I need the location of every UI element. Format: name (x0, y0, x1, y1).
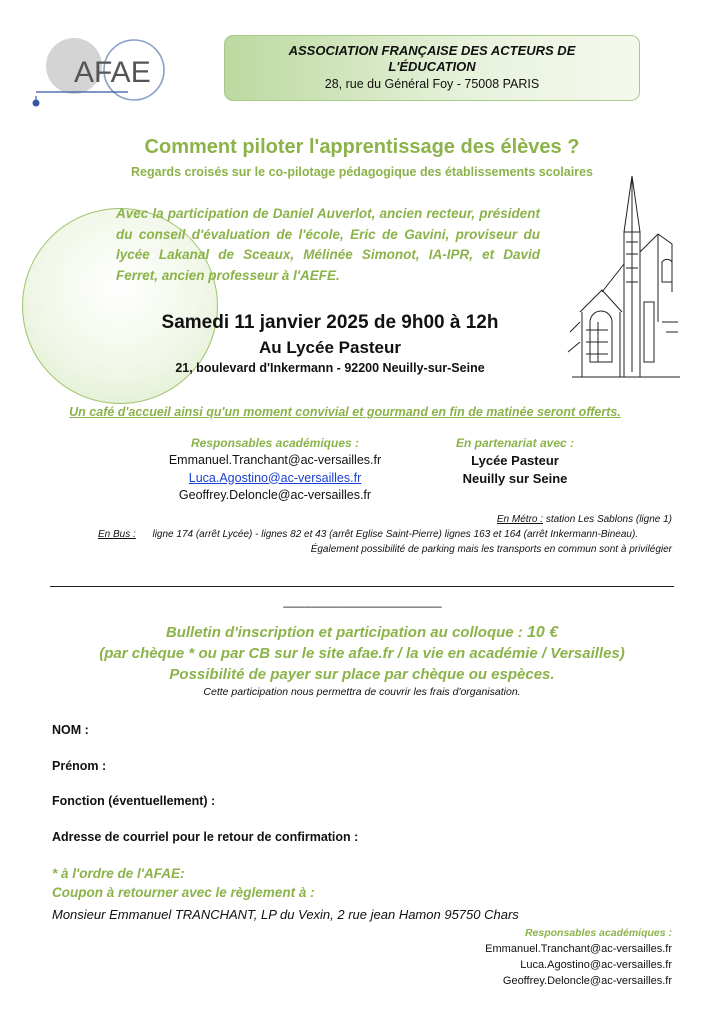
event-venue: Au Lycée Pasteur (258, 338, 402, 357)
onsite-payment-line: Possibilité de payer sur place par chèque ou espèces. (169, 666, 555, 683)
partner-name (430, 452, 600, 488)
bus-text: ligne 174 (arrêt Lycée) - lignes 82 et 43 (arrêt Eglise Saint-Pierre) lignes 163 et 164 (arrêt Inkermann-Bineau). (152, 529, 639, 540)
bus-line (40, 527, 672, 542)
association-name: ASSOCIATION FRANÇAISE DES ACTEURS DE L'ÉDUCATION (288, 43, 576, 74)
contact-email-link[interactable]: Luca.Agostino@ac-versailles.fr (188, 470, 362, 485)
divider-line (50, 586, 674, 587)
cost-note: Cette participation nous permettra de couvrir les frais d'organisation. (203, 686, 521, 698)
nom-field-label: NOM : (52, 723, 89, 737)
cut-line: -------------------------------------------------------------------- (282, 602, 442, 613)
afae-logo (28, 36, 178, 108)
payment-line: (par chèque * ou par CB sur le site afae.fr / la vie en académie / Versailles) (99, 645, 625, 662)
bulletin-title: Bulletin d'inscription et participation au colloque : (165, 624, 523, 641)
venue-address: 21, boulevard d'Inkermann - 92200 Neuilly-sur-Seine (175, 361, 485, 375)
bulletin-block (0, 622, 724, 685)
fonction-field-label: Fonction (éventuellement) : (52, 794, 216, 808)
parking-note: Également possibilité de parking mais les transports en commun sont à privilégier (310, 544, 672, 555)
association-header (224, 35, 640, 101)
metro-line (40, 512, 672, 527)
association-address: 28, rue du Général Foy - 75008 PARIS (324, 77, 540, 91)
footer-contacts-list (420, 941, 672, 989)
metro-label: En Métro : (496, 514, 544, 525)
contact-email: Geoffrey.Deloncle@ac-versailles.fr (178, 488, 372, 502)
order-note (52, 864, 315, 902)
contacts-heading: Responsables académiques : (190, 436, 360, 450)
partner-heading: En partenariat avec : (455, 436, 575, 450)
coupon-line: Coupon à retourner avec le règlement à : (52, 885, 315, 900)
logo-text: AFAE (74, 56, 151, 89)
prenom-field-label: Prénom : (52, 759, 107, 773)
event-subtitle: Regards croisés sur le co-pilotage pédagogique des établissements scolaires (131, 165, 593, 179)
footer-contacts-heading: Responsables académiques : (524, 927, 672, 939)
footer-contact-email: Emmanuel.Tranchant@ac-versailles.fr (485, 943, 672, 955)
event-date: Samedi 11 janvier 2025 de 9h00 à 12h (161, 312, 499, 333)
welcome-note: Un café d'accueil ainsi qu'un moment convivial et gourmand en fin de matinée seront offerts. (69, 405, 621, 419)
participants-text: Avec la participation de Daniel Auverlot, ancien recteur, président du conseil d'évaluation de l'école, Eric de Gavini, proviseur du lycée Lakanal de Sceaux, Mélinée Simonot, IA-IPR, et David Ferret, ancien professeur à l'AEFE. (116, 206, 540, 283)
footer-contact-email: Luca.Agostino@ac-versailles.fr (520, 959, 672, 971)
bus-label: En Bus : (98, 529, 136, 540)
order-line: * à l'ordre de l'AFAE: (52, 866, 185, 881)
partner-name-line: Neuilly sur Seine (462, 471, 568, 486)
transport-info (40, 512, 672, 557)
contact-email: Emmanuel.Tranchant@ac-versailles.fr (168, 453, 382, 467)
metro-text: station Les Sablons (ligne 1) (545, 514, 672, 525)
price: 10 € (526, 624, 559, 641)
mailing-address: Monsieur Emmanuel TRANCHANT, LP du Vexin, 2 rue jean Hamon 95750 Chars (52, 907, 519, 922)
contacts-list (150, 452, 400, 505)
email-field-label: Adresse de courriel pour le retour de confirmation : (52, 830, 359, 844)
partner-name-line: Lycée Pasteur (471, 453, 559, 468)
event-title: Comment piloter l'apprentissage des élèves ? (144, 136, 580, 158)
footer-contact-email: Geoffrey.Deloncle@ac-versailles.fr (502, 975, 672, 987)
